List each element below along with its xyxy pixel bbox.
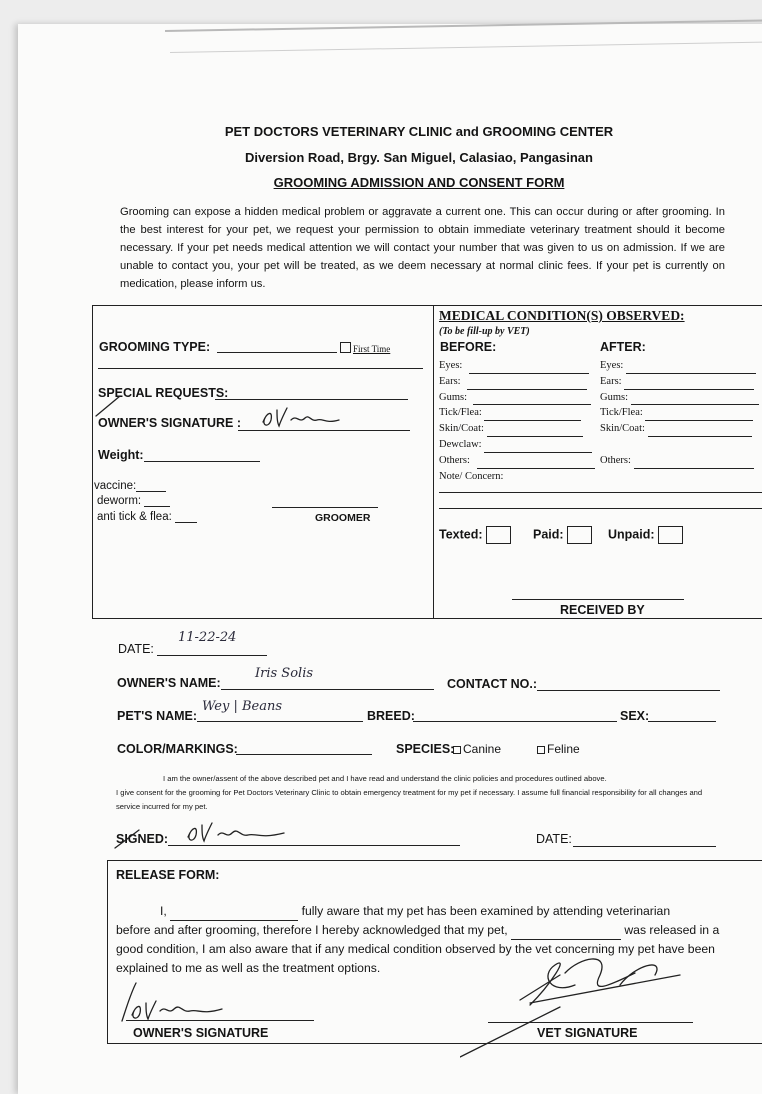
groomer-label: GROOMER <box>315 512 371 524</box>
feline-checkbox[interactable] <box>537 746 545 754</box>
form-title: GROOMING ADMISSION AND CONSENT FORM <box>273 175 565 190</box>
after-list <box>600 358 759 469</box>
anti-tick-label: anti tick & flea: <box>97 511 197 523</box>
owner-name-label: OWNER'S NAME: <box>117 676 221 690</box>
special-requests-field[interactable] <box>215 385 408 400</box>
canine-checkbox[interactable] <box>453 746 461 754</box>
first-time-checkbox[interactable] <box>340 342 351 353</box>
breed-label: BREED: <box>367 709 415 723</box>
feline-label: Feline <box>547 742 580 756</box>
owner-signature-label: OWNER'S SIGNATURE : <box>98 416 242 430</box>
groomer-signature-field[interactable] <box>272 497 378 508</box>
grooming-type-field[interactable] <box>217 339 337 353</box>
paid-field[interactable]: Paid: <box>533 526 592 544</box>
received-by-field[interactable] <box>512 590 684 600</box>
owner-release-signature-label: OWNER'S SIGNATURE <box>133 1026 269 1040</box>
owner-name-value: Iris Solis <box>255 666 314 681</box>
sex-label: SEX: <box>620 709 650 723</box>
clinic-address: Diversion Road, Brgy. San Miguel, Calasiao, Pangasinan <box>245 150 593 165</box>
color-markings-label: COLOR/MARKINGS: <box>117 742 238 756</box>
vet-signature-label: VET SIGNATURE <box>537 1026 638 1040</box>
before-tick-flea[interactable]: Tick/Flea: <box>439 405 595 421</box>
signed-label: SIGNED: <box>116 832 169 846</box>
unpaid-checkbox[interactable] <box>658 526 683 544</box>
grooming-type-label: GROOMING TYPE: <box>99 340 211 354</box>
weight-field[interactable] <box>144 447 260 462</box>
intro-paragraph: Grooming can expose a hidden medical problem or aggravate a current one. This can occur during or after grooming. In the best interest for your pet, we request your permission to obtain immediate veterinary treatment should it become necessary. If your pet needs medical attention we will contact your number that was given to us on admission. If we are unable to contact you, your pet will be treated, as we deem necessary at normal clinic fees. If your pet is currently on medication, please inform us. <box>120 206 725 290</box>
date-field[interactable] <box>157 645 267 656</box>
owner-release-signature-mark <box>118 975 228 1025</box>
date-value: 11-22-24 <box>178 630 237 645</box>
before-gums[interactable]: Gums: <box>439 390 595 406</box>
contact-field[interactable] <box>537 678 720 691</box>
after-gums[interactable]: Gums: <box>600 390 759 406</box>
vet-signature-mark <box>460 945 690 1060</box>
texted-checkbox[interactable] <box>486 526 511 544</box>
note-line-1[interactable] <box>439 483 762 493</box>
medical-title: MEDICAL CONDITION(S) OBSERVED: <box>439 308 685 323</box>
after-tick-flea[interactable]: Tick/Flea: <box>600 405 759 421</box>
grooming-type-field-line2[interactable] <box>98 356 423 369</box>
before-eyes[interactable]: Eyes: <box>439 358 595 374</box>
release-line-4: explained to me as well as the treatment options. <box>116 961 381 975</box>
weight-label: Weight: <box>98 448 144 462</box>
after-ears[interactable]: Ears: <box>600 374 759 390</box>
after-eyes[interactable]: Eyes: <box>600 358 759 374</box>
after-others[interactable]: Others: <box>600 453 759 469</box>
release-line-2: before and after grooming, therefore I hereby acknowledged that my pet, was released in a <box>116 921 762 940</box>
before-skin-coat[interactable]: Skin/Coat: <box>439 421 595 437</box>
release-title: RELEASE FORM: <box>116 868 220 882</box>
first-time-label: First Time <box>353 344 391 354</box>
before-ears[interactable]: Ears: <box>439 374 595 390</box>
contact-label: CONTACT NO.: <box>447 677 538 691</box>
owner-name-field[interactable] <box>221 677 434 690</box>
release-name-field[interactable] <box>170 908 298 921</box>
review-checkmark <box>94 392 124 420</box>
breed-field[interactable] <box>413 709 617 722</box>
note-line-2[interactable] <box>439 499 762 509</box>
release-pet-field[interactable] <box>511 927 621 940</box>
date-label: DATE: <box>118 642 154 656</box>
color-markings-field[interactable] <box>236 742 372 755</box>
after-label: AFTER: <box>600 340 646 354</box>
before-dewclaw[interactable]: Dewclaw: <box>439 437 595 453</box>
release-line-3: good condition, I am also aware that if any medical condition observed by the vet concerning my pet have been <box>116 942 715 956</box>
medical-subtitle: (To be fill-up by VET) <box>439 326 530 337</box>
received-by-label: RECEIVED BY <box>560 603 645 617</box>
release-line-1: I, fully aware that my pet has been examined by attending veterinarian <box>116 902 762 921</box>
consent-text <box>116 772 728 814</box>
signed-checkmark <box>113 826 143 850</box>
texted-field[interactable]: Texted: <box>439 526 511 544</box>
after-skin-coat[interactable]: Skin/Coat: <box>600 421 759 437</box>
owner-signature-mark <box>255 402 355 432</box>
consent-date-field[interactable] <box>573 834 716 847</box>
unpaid-field[interactable]: Unpaid: <box>608 526 683 544</box>
signed-signature-mark <box>180 815 300 849</box>
paid-checkbox[interactable] <box>567 526 592 544</box>
consent-line-2: I give consent for the grooming for Pet Doctors Veterinary Clinic to obtain emergency treatment for my pet if necessary. I assume full financial responsibility for all changes and service incurred for my pet. <box>116 788 703 811</box>
note-concern: Note/ Concern: <box>439 470 504 482</box>
canine-label: Canine <box>463 742 502 756</box>
consent-date-label: DATE: <box>536 832 572 846</box>
before-others[interactable]: Others: <box>439 453 595 469</box>
deworm-label: deworm: <box>97 495 170 507</box>
pet-name-value: Wey | Beans <box>202 699 283 714</box>
before-label: BEFORE: <box>440 340 497 354</box>
pet-name-label: PET'S NAME: <box>117 709 198 723</box>
sex-field[interactable] <box>648 709 716 722</box>
before-list <box>439 358 595 484</box>
first-time-option[interactable] <box>340 342 390 354</box>
species-canine-option[interactable] <box>453 742 501 756</box>
consent-line-1: I am the owner/assent of the above described pet and I have read and understand the clinic policies and procedures outlined above. <box>163 774 607 783</box>
vaccine-label: vaccine: <box>94 480 166 492</box>
clinic-name: PET DOCTORS VETERINARY CLINIC and GROOMING CENTER <box>224 124 614 139</box>
species-feline-option[interactable] <box>537 742 580 756</box>
special-requests-label: SPECIAL REQUESTS: <box>98 386 229 400</box>
species-label: SPECIES: <box>396 742 455 756</box>
